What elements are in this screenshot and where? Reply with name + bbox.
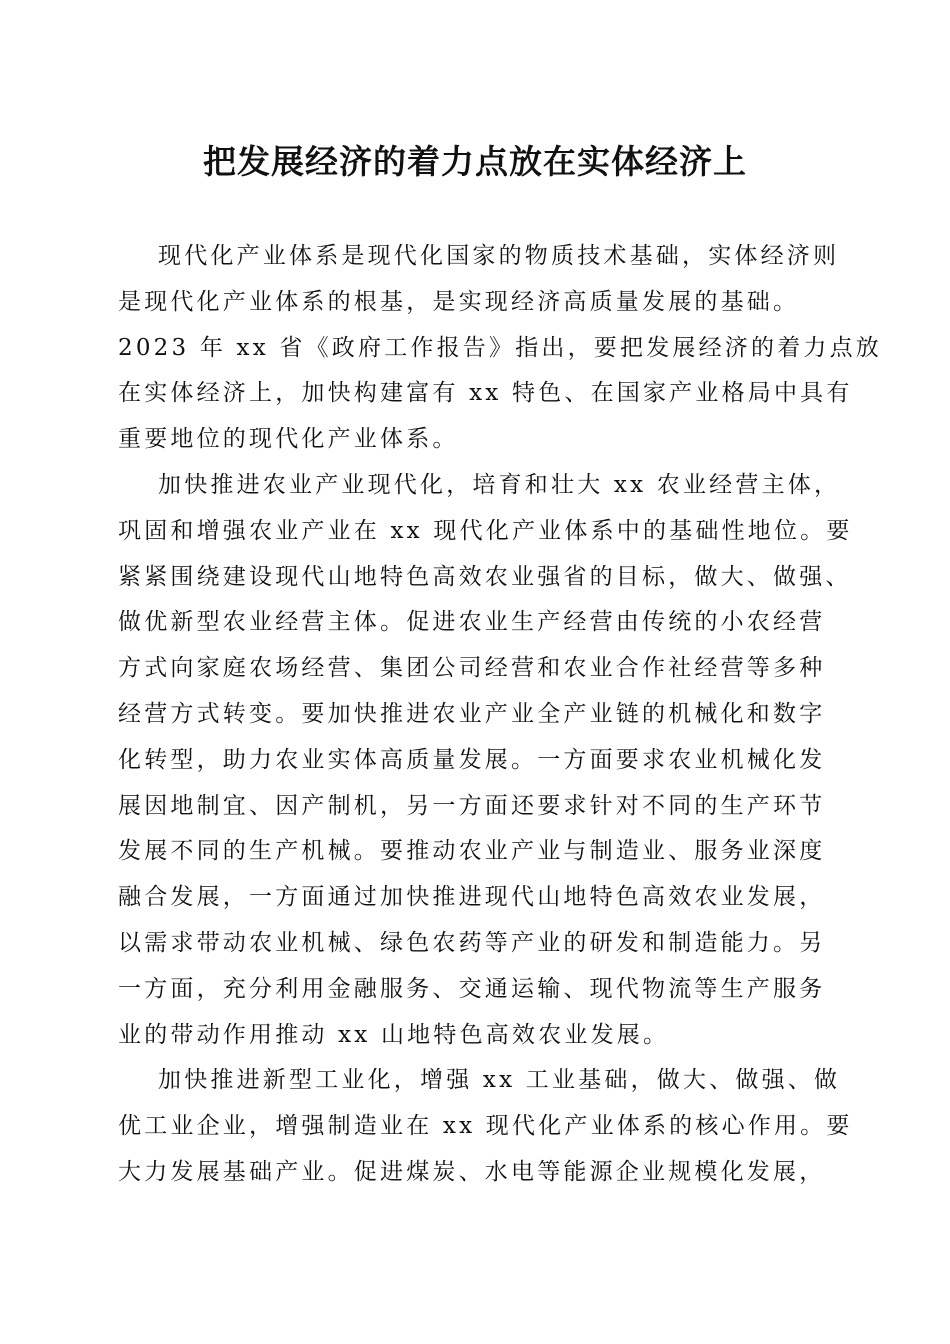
text-line: 融合发展，一方面通过加快推进现代山地特色高效农业发展， [118,884,826,911]
text-line: 2023 年 xx 省《政府工作报告》指出，要把发展经济的着力点放 [118,334,883,361]
text-line: 是现代化产业体系的根基，是实现经济高质量发展的基础。 [118,288,800,315]
document-title: 把发展经济的着力点放在实体经济上 [203,142,747,181]
text-line: 巩固和增强农业产业在 xx 现代化产业体系中的基础性地位。要 [118,517,853,544]
paragraph-2 [118,463,853,1058]
text-line: 业的带动作用推动 xx 山地特色高效农业发展。 [118,1021,670,1048]
text-line: 以需求带动农业机械、绿色农药等产业的研发和制造能力。另 [118,929,826,956]
paragraph-1 [118,234,883,463]
text-line: 加快推进农业产业现代化，培育和壮大 xx 农业经营主体， [158,471,841,498]
document-body [118,234,883,1196]
text-line: 发展不同的生产机械。要推动农业产业与制造业、服务业深度 [118,838,826,865]
text-line: 做优新型农业经营主体。促进农业生产经营由传统的小农经营 [118,609,826,636]
text-line: 展因地制宜、因产制机，另一方面还要求针对不同的生产环节 [118,792,826,819]
paragraph-3 [118,1058,853,1195]
text-line: 重要地位的现代化产业体系。 [118,426,459,453]
text-line: 优工业企业，增强制造业在 xx 现代化产业体系的核心作用。要 [118,1113,853,1140]
text-line: 在实体经济上，加快构建富有 xx 特色、在国家产业格局中具有 [118,380,853,407]
text-line: 紧紧围绕建设现代山地特色高效农业强省的目标，做大、做强、 [118,563,852,590]
text-line: 化转型，助力农业实体高质量发展。一方面要求农业机械化发 [118,746,826,773]
text-line: 方式向家庭农场经营、集团公司经营和农业合作社经营等多种 [118,655,826,682]
text-line: 现代化产业体系是现代化国家的物质技术基础，实体经济则 [158,243,840,269]
text-line: 一方面，充分利用金融服务、交通运输、现代物流等生产服务 [118,975,826,1002]
text-line: 经营方式转变。要加快推进农业产业全产业链的机械化和数字 [118,700,826,727]
text-line: 大力发展基础产业。促进煤炭、水电等能源企业规模化发展， [118,1158,826,1185]
text-line: 加快推进新型工业化，增强 xx 工业基础，做大、做强、做 [158,1067,841,1094]
